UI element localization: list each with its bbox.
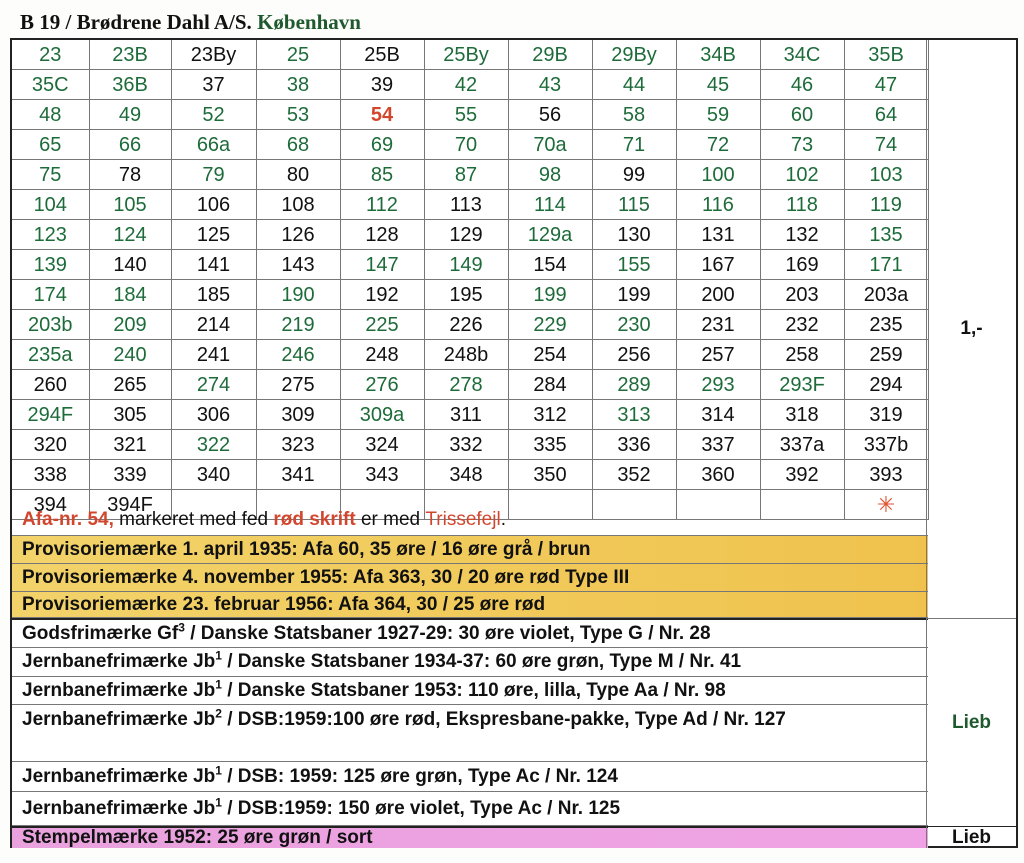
grid-cell: 294 <box>844 370 928 400</box>
price-lieb-stempel: Lieb <box>926 826 1016 848</box>
grid-cell: 106 <box>171 190 256 220</box>
grid-cell: 337 <box>676 430 760 460</box>
grid-cell: 140 <box>89 250 171 280</box>
number-grid <box>12 40 929 520</box>
jernbane-text: Jernbanefrimærke Jb <box>22 709 216 730</box>
grid-cell: 350 <box>508 460 592 490</box>
grid-cell: 116 <box>676 190 760 220</box>
grid-cell: 70 <box>424 130 508 160</box>
jernbane-sup: 3 <box>178 620 185 635</box>
grid-cell: 45 <box>676 70 760 100</box>
grid-cell: 231 <box>676 310 760 340</box>
jernbane-text: / DSB: 1959: 125 øre grøn, Type Ac / Nr. 124 <box>221 765 618 787</box>
grid-cell: 337b <box>844 430 928 460</box>
grid-cell: 284 <box>508 370 592 400</box>
jernbane-sup: 1 <box>215 648 222 663</box>
grid-cell: 131 <box>676 220 760 250</box>
grid-cell: 108 <box>256 190 340 220</box>
grid-cell: 260 <box>12 370 89 400</box>
grid-cell: 184 <box>89 280 171 310</box>
grid-cell: 257 <box>676 340 760 370</box>
grid-cell: 190 <box>256 280 340 310</box>
grid-row <box>12 460 928 490</box>
grid-cell: 34C <box>760 40 844 70</box>
jernbane-text: / DSB:1959:100 øre rød, Ekspresbane-pakke, Type Ad / Nr. 127 <box>221 709 786 730</box>
grid-cell: 118 <box>760 190 844 220</box>
jernbane-text: / DSB:1959: 150 øre violet, Type Ac / Nr. 125 <box>221 797 621 819</box>
grid-cell: 259 <box>844 340 928 370</box>
grid-cell: 139 <box>12 250 89 280</box>
grid-cell: 324 <box>340 430 424 460</box>
grid-cell: 98 <box>508 160 592 190</box>
grid-cell: 103 <box>844 160 928 190</box>
grid-cell: 322 <box>171 430 256 460</box>
grid-cell: 289 <box>592 370 676 400</box>
grid-cell: 229 <box>508 310 592 340</box>
grid-cell: 274 <box>171 370 256 400</box>
grid-cell: 35B <box>844 40 928 70</box>
grid-cell: 54 <box>340 100 424 130</box>
grid-cell: 52 <box>171 100 256 130</box>
grid-cell: 392 <box>760 460 844 490</box>
grid-cell: 192 <box>340 280 424 310</box>
jernbane-text: / Danske Statsbaner 1953: 110 øre, lilla, Type Aa / Nr. 98 <box>221 679 726 701</box>
grid-cell: 100 <box>676 160 760 190</box>
grid-cell: 99 <box>592 160 676 190</box>
grid-cell: 36B <box>89 70 171 100</box>
jernbane-row <box>12 705 928 762</box>
grid-cell: 87 <box>424 160 508 190</box>
grid-cell: 135 <box>844 220 928 250</box>
grid-cell: 75 <box>12 160 89 190</box>
grid-cell: 339 <box>89 460 171 490</box>
grid-cell: 335 <box>508 430 592 460</box>
grid-cell: 64 <box>844 100 928 130</box>
grid-cell: 332 <box>424 430 508 460</box>
grid-cell: 129 <box>424 220 508 250</box>
grid-cell: 126 <box>256 220 340 250</box>
grid-cell: 337a <box>760 430 844 460</box>
grid-cell: 203a <box>844 280 928 310</box>
note-red-script: rød skrift <box>273 509 356 530</box>
grid-row <box>12 430 928 460</box>
grid-cell: 119 <box>844 190 928 220</box>
grid-row <box>12 250 928 280</box>
grid-cell: 125 <box>171 220 256 250</box>
stamp-table <box>10 38 1018 848</box>
grid-cell: 171 <box>844 250 928 280</box>
grid-cell: 276 <box>340 370 424 400</box>
note-text-1: markeret med fed <box>113 509 274 530</box>
grid-cell: 124 <box>89 220 171 250</box>
grid-cell: 44 <box>592 70 676 100</box>
grid-cell: 72 <box>676 130 760 160</box>
jernbane-row <box>12 792 928 826</box>
grid-row <box>12 340 928 370</box>
grid-cell: 55 <box>424 100 508 130</box>
grid-cell: 71 <box>592 130 676 160</box>
grid-cell: 115 <box>592 190 676 220</box>
grid-cell: 199 <box>592 280 676 310</box>
title-prefix: B 19 / Brødrene Dahl A/S. <box>20 10 252 34</box>
grid-cell: 69 <box>340 130 424 160</box>
grid-cell: 314 <box>676 400 760 430</box>
jernbane-row <box>12 648 928 677</box>
grid-cell: 311 <box>424 400 508 430</box>
jernbane-row <box>12 677 928 705</box>
grid-row <box>12 40 928 70</box>
grid-cell: 258 <box>760 340 844 370</box>
grid-cell: 78 <box>89 160 171 190</box>
grid-cell: 65 <box>12 130 89 160</box>
grid-cell: 34B <box>676 40 760 70</box>
grid-cell: 235a <box>12 340 89 370</box>
grid-cell: 309a <box>340 400 424 430</box>
grid-cell: 123 <box>12 220 89 250</box>
grid-cell: 174 <box>12 280 89 310</box>
grid-cell: 293 <box>676 370 760 400</box>
grid-row <box>12 190 928 220</box>
provisorie-row <box>12 592 928 618</box>
title-place: København <box>257 10 361 34</box>
grid-cell: 104 <box>12 190 89 220</box>
grid-cell: 219 <box>256 310 340 340</box>
grid-cell: 209 <box>89 310 171 340</box>
grid-cell: 23By <box>171 40 256 70</box>
grid-cell: 394F <box>89 490 171 520</box>
grid-cell: 341 <box>256 460 340 490</box>
grid-cell: 248 <box>340 340 424 370</box>
grid-cell: 46 <box>760 70 844 100</box>
grid-cell: 240 <box>89 340 171 370</box>
stempel-row <box>12 826 928 848</box>
grid-cell: 147 <box>340 250 424 280</box>
grid-cell: 35C <box>12 70 89 100</box>
note-row <box>12 505 928 536</box>
grid-cell: 167 <box>676 250 760 280</box>
grid-cell: 214 <box>171 310 256 340</box>
jernbane-text: / Danske Statsbaner 1934-37: 60 øre grøn, Type M / Nr. 41 <box>221 651 742 672</box>
grid-cell: 43 <box>508 70 592 100</box>
grid-cell: 23 <box>12 40 89 70</box>
jernbane-text: Jernbanefrimærke Jb <box>22 679 216 701</box>
jernbane-text: Jernbanefrimærke Jb <box>22 765 216 787</box>
grid-cell: 394 <box>12 490 89 520</box>
grid-cell: 360 <box>676 460 760 490</box>
grid-cell: 348 <box>424 460 508 490</box>
grid-row <box>12 310 928 340</box>
grid-cell: 25B <box>340 40 424 70</box>
provisorie-text: Provisoriemærke 23. februar 1956: Afa 364, 30 / 25 øre rød <box>22 593 546 615</box>
provisorie-row <box>12 564 928 592</box>
grid-cell: 85 <box>340 160 424 190</box>
grid-cell: 42 <box>424 70 508 100</box>
grid-cell: 312 <box>508 400 592 430</box>
grid-cell: 141 <box>171 250 256 280</box>
grid-cell: 39 <box>340 70 424 100</box>
grid-cell: 306 <box>171 400 256 430</box>
grid-cell: 309 <box>256 400 340 430</box>
price-lieb-railway: Lieb <box>926 618 1016 826</box>
grid-cell: 235 <box>844 310 928 340</box>
asterisk-icon: ✳ <box>844 490 928 520</box>
grid-cell: 169 <box>760 250 844 280</box>
grid-row <box>12 370 928 400</box>
grid-cell: 199 <box>508 280 592 310</box>
grid-cell: 200 <box>676 280 760 310</box>
grid-cell: 313 <box>592 400 676 430</box>
grid-cell: 113 <box>424 190 508 220</box>
grid-cell: 29By <box>592 40 676 70</box>
grid-cell: 241 <box>171 340 256 370</box>
grid-cell: 225 <box>340 310 424 340</box>
grid-cell: 48 <box>12 100 89 130</box>
jernbane-text: / Danske Statsbaner 1927-29: 30 øre violet, Type G / Nr. 28 <box>184 622 711 644</box>
grid-cell: 59 <box>676 100 760 130</box>
jernbane-row <box>12 762 928 792</box>
grid-cell: 112 <box>340 190 424 220</box>
note-text-2: er med <box>355 509 426 530</box>
grid-cell: 105 <box>89 190 171 220</box>
note-afa: Afa-nr. 54, <box>22 509 114 530</box>
grid-cell: 25 <box>256 40 340 70</box>
grid-row <box>12 130 928 160</box>
grid-cell: 343 <box>340 460 424 490</box>
grid-row <box>12 400 928 430</box>
grid-cell: 195 <box>424 280 508 310</box>
grid-cell: 294F <box>12 400 89 430</box>
grid-row <box>12 160 928 190</box>
grid-row <box>12 220 928 250</box>
grid-cell: 129a <box>508 220 592 250</box>
jernbane-text: Godsfrimærke Gf <box>22 622 179 644</box>
grid-cell: 248b <box>424 340 508 370</box>
grid-cell: 49 <box>89 100 171 130</box>
grid-cell: 47 <box>844 70 928 100</box>
note-end: . <box>500 509 506 530</box>
grid-cell: 265 <box>89 370 171 400</box>
grid-row <box>12 100 928 130</box>
grid-cell: 66 <box>89 130 171 160</box>
grid-cell: 154 <box>508 250 592 280</box>
grid-cell: 80 <box>256 160 340 190</box>
grid-cell: 79 <box>171 160 256 190</box>
grid-cell: 143 <box>256 250 340 280</box>
grid-cell: 254 <box>508 340 592 370</box>
grid-cell: 226 <box>424 310 508 340</box>
grid-cell: 320 <box>12 430 89 460</box>
grid-cell: 340 <box>171 460 256 490</box>
grid-cell: 38 <box>256 70 340 100</box>
jernbane-text: Jernbanefrimærke Jb <box>22 797 216 819</box>
page-title <box>20 10 361 35</box>
price-main: 1,- <box>926 40 1016 618</box>
grid-cell: 53 <box>256 100 340 130</box>
grid-cell: 56 <box>508 100 592 130</box>
grid-cell: 68 <box>256 130 340 160</box>
grid-cell: 278 <box>424 370 508 400</box>
provisorie-text: Provisoriemærke 4. november 1955: Afa 363, 30 / 20 øre rød Type III <box>22 566 630 588</box>
grid-cell: 230 <box>592 310 676 340</box>
grid-cell: 73 <box>760 130 844 160</box>
grid-cell: 37 <box>171 70 256 100</box>
jernbane-sup: 1 <box>215 795 222 810</box>
grid-cell: 393 <box>844 460 928 490</box>
grid-cell: 60 <box>760 100 844 130</box>
provisorie-text: Provisoriemærke 1. april 1935: Afa 60, 35 øre / 16 øre grå / brun <box>22 538 591 560</box>
grid-row <box>12 280 928 310</box>
grid-cell: 29B <box>508 40 592 70</box>
grid-cell: 275 <box>256 370 340 400</box>
grid-cell: 58 <box>592 100 676 130</box>
grid-cell: 185 <box>171 280 256 310</box>
note-trissefejl: Trissefejl <box>425 509 501 530</box>
jernbane-sup: 1 <box>215 763 222 778</box>
grid-cell: 321 <box>89 430 171 460</box>
grid-cell: 66a <box>171 130 256 160</box>
grid-cell: 246 <box>256 340 340 370</box>
grid-cell: 338 <box>12 460 89 490</box>
jernbane-text: Jernbanefrimærke Jb <box>22 651 216 672</box>
grid-cell: 74 <box>844 130 928 160</box>
provisorie-row <box>12 536 928 564</box>
grid-cell: 352 <box>592 460 676 490</box>
jernbane-sup: 1 <box>215 677 222 692</box>
grid-cell: 305 <box>89 400 171 430</box>
grid-cell: 102 <box>760 160 844 190</box>
grid-cell: 114 <box>508 190 592 220</box>
grid-cell: 232 <box>760 310 844 340</box>
grid-cell: 128 <box>340 220 424 250</box>
grid-cell: 23B <box>89 40 171 70</box>
grid-cell: 336 <box>592 430 676 460</box>
grid-cell: 130 <box>592 220 676 250</box>
grid-cell: 70a <box>508 130 592 160</box>
grid-cell: 203b <box>12 310 89 340</box>
grid-cell: 323 <box>256 430 340 460</box>
grid-cell: 132 <box>760 220 844 250</box>
grid-cell: 293F <box>760 370 844 400</box>
grid-cell: 256 <box>592 340 676 370</box>
grid-cell: 203 <box>760 280 844 310</box>
grid-cell: 149 <box>424 250 508 280</box>
jernbane-sup: 2 <box>215 706 222 721</box>
jernbane-row <box>12 618 928 648</box>
grid-cell: 318 <box>760 400 844 430</box>
grid-cell: 155 <box>592 250 676 280</box>
grid-cell: 319 <box>844 400 928 430</box>
stempel-text: Stempelmærke 1952: 25 øre grøn / sort <box>22 827 373 848</box>
grid-cell: 25By <box>424 40 508 70</box>
grid-row <box>12 70 928 100</box>
